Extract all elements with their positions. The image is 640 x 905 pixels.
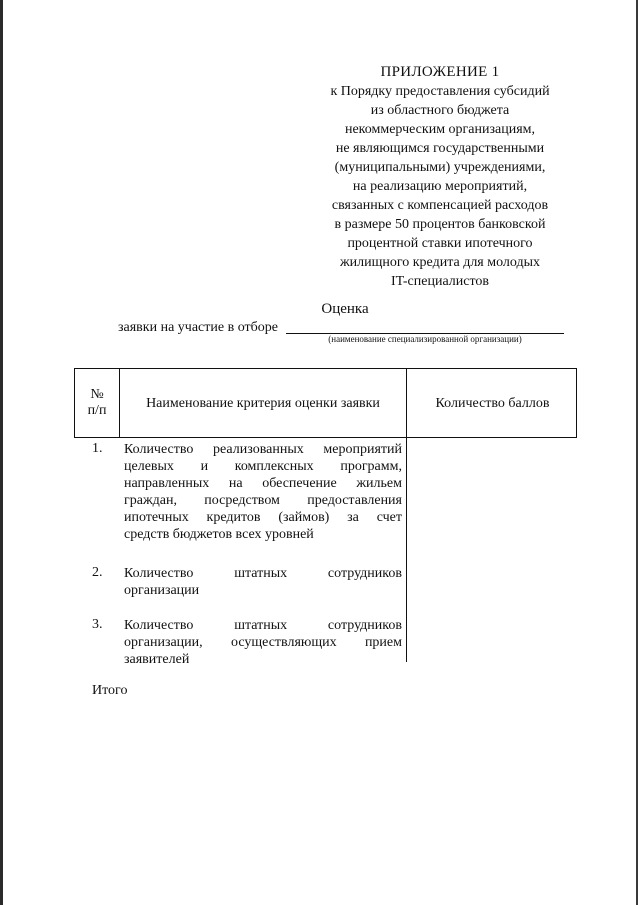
criterion-line: организации xyxy=(124,583,200,598)
header-number-sign: № xyxy=(90,387,104,402)
criterion-text xyxy=(124,565,402,599)
appendix-line: связанных с компенсацией расходов xyxy=(331,198,549,213)
criterion-text xyxy=(124,441,402,543)
header-criterion-cell: Наименование критерия оценки заявки xyxy=(146,396,380,411)
application-label: заявки на участие в отборе xyxy=(118,320,278,335)
header-number-abbr: п/п xyxy=(87,403,107,418)
document-heading: Оценка xyxy=(321,301,369,317)
table-header xyxy=(74,368,577,438)
total-label: Итого xyxy=(92,683,128,698)
appendix-line: некоммерческим организациям, xyxy=(344,122,536,137)
criterion-line: средств бюджетов всех уровней xyxy=(124,527,314,542)
criterion-line: Количество штатных сотрудников xyxy=(124,566,402,581)
appendix-line: IT-специалистов xyxy=(390,274,490,289)
header-number-cell xyxy=(75,387,119,419)
criterion-line: организации, осуществляющих прием xyxy=(124,635,402,650)
appendix-line: процентной ставки ипотечного xyxy=(347,236,533,251)
criterion-line: Количество штатных сотрудников xyxy=(124,618,402,633)
row-number: 2. xyxy=(92,565,103,580)
appendix-line: в размере 50 процентов банковской xyxy=(334,217,546,232)
appendix-line: не являющимся государственными xyxy=(335,141,545,156)
appendix-line: из областного бюджета xyxy=(370,103,510,118)
criterion-line: направленных на обеспечение жильем xyxy=(124,476,402,491)
appendix-line: (муниципальными) учреждениями, xyxy=(334,160,546,175)
score-column-line xyxy=(406,437,407,662)
organization-hint: (наименование специализированной организации) xyxy=(328,334,522,344)
criterion-line: заявителей xyxy=(124,652,190,667)
appendix-block xyxy=(300,62,580,291)
appendix-title: ПРИЛОЖЕНИЕ 1 xyxy=(380,64,500,80)
criterion-line: целевых и комплексных программ, xyxy=(124,459,402,474)
scan-right-edge xyxy=(636,0,638,905)
row-number: 3. xyxy=(92,617,103,632)
header-score-cell: Количество баллов xyxy=(435,396,550,411)
appendix-line: к Порядку предоставления субсидий xyxy=(330,84,550,99)
row-number: 1. xyxy=(92,441,103,456)
criterion-line: граждан, посредством предоставления xyxy=(124,493,402,508)
appendix-line: на реализацию мероприятий, xyxy=(352,179,528,194)
criterion-line: Количество реализованных мероприятий xyxy=(124,442,402,457)
scan-left-edge xyxy=(0,0,3,905)
criterion-line: ипотечных кредитов (займов) за счет xyxy=(124,510,402,525)
appendix-line: жилищного кредита для молодых xyxy=(339,255,541,270)
criterion-text xyxy=(124,617,402,668)
